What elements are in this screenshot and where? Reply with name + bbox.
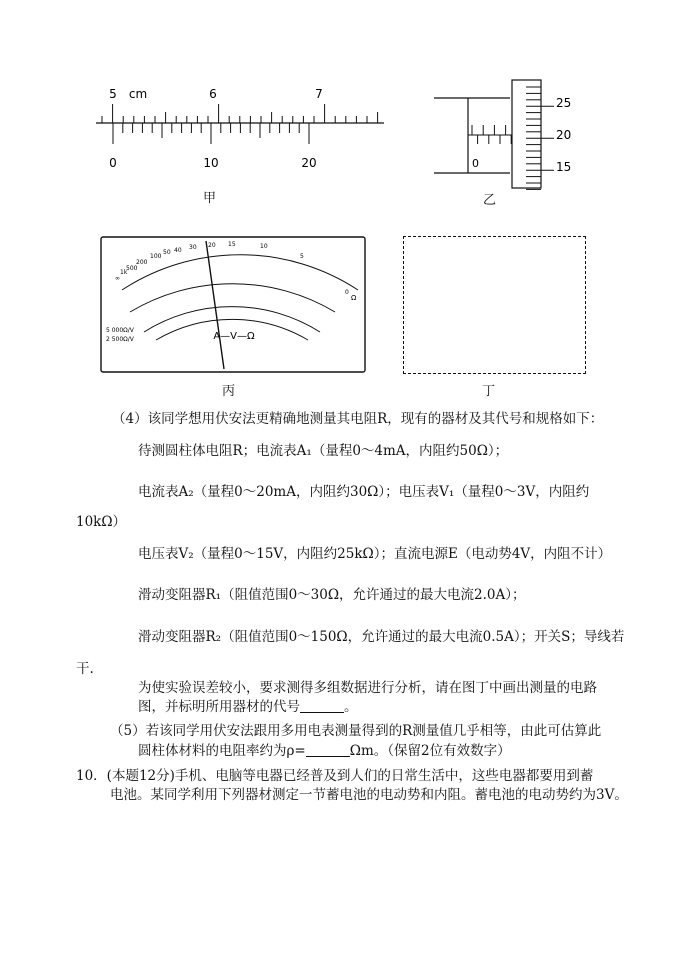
q5-line2-text: 圆柱体材料的电阻率约为ρ= [138, 743, 306, 759]
omega-label-0: 0 [345, 289, 349, 296]
thimble-label-25: 25 [556, 96, 572, 110]
vernier-label-20: 20 [301, 156, 317, 170]
q4-equipment-line5b: 干. [76, 661, 94, 677]
q4-task-line2 [138, 698, 358, 716]
thimble-label-20: 20 [556, 128, 572, 142]
multimeter-dial-figure [100, 236, 366, 374]
omega-unit: Ω [351, 294, 357, 302]
q4-equipment-line5: 滑动变阻器R₂（阻值范围0～150Ω，允许通过的最大电流0.5A）；开关S；导线若 [138, 629, 625, 645]
q10-line2: 电池。某同学利用下列器材测定一节蓄电池的电动势和内阻。蓄电池的电动势约为3V。 [110, 787, 628, 803]
omega-label-10: 10 [260, 243, 268, 250]
answer-blank-q5[interactable] [306, 744, 350, 757]
meter-spec-line2: 2 500Ω/V [106, 336, 134, 343]
vernier-label-0: 0 [109, 156, 117, 170]
q4-equipment-line4: 滑动变阻器R₁（阻值范围0～30Ω，允许通过的最大电流2.0A）； [138, 587, 526, 603]
omega-label-40: 40 [174, 247, 182, 254]
main-label-cm: cm [128, 87, 148, 101]
figure-caption-jia: 甲 [203, 191, 217, 206]
q10-line1: 10．(本题12分)手机、电脑等电器已经普及到人们的日常生活中，这些电器都要用到蓄 [76, 768, 594, 784]
figure-caption-bing: 丙 [222, 384, 236, 399]
vernier-caliper-figure [90, 82, 390, 177]
omega-label-200: 200 [136, 259, 148, 266]
answer-blank-q4[interactable] [300, 700, 344, 713]
micrometer-figure [430, 78, 590, 190]
main-label-5: 5 [109, 87, 117, 101]
circuit-drawing-box [403, 236, 586, 374]
omega-label-inf: ∞ [115, 275, 120, 282]
q4-equipment-line1: 待测圆柱体电阻R；电流表A₁（量程0～4mA，内阻约50Ω）； [138, 443, 509, 459]
q5-line1: （5）若该同学用伏安法跟用多用电表测量得到的R测量值几乎相等，由此可估算此 [110, 723, 602, 739]
sleeve-label-0: 0 [472, 157, 479, 170]
q4-task-line2-end: 。 [344, 699, 358, 715]
omega-label-30: 30 [189, 244, 197, 251]
omega-label-500: 500 [126, 265, 138, 272]
q5-line2 [138, 742, 511, 760]
thimble-label-15: 15 [556, 160, 572, 174]
figure-caption-yi: 乙 [483, 193, 497, 208]
q4-equipment-line3: 电压表V₂（量程0～15V，内阻约25kΩ）；直流电源E（电动势4V，内阻不计） [138, 546, 612, 562]
meter-spec-line1: 5 000Ω/V [106, 327, 134, 334]
omega-label-5: 5 [300, 253, 304, 260]
q5-line2-end: Ωm。（保留2位有效数字） [349, 743, 511, 759]
q4-intro: （4）该同学想用伏安法更精确地测量其电阻R，现有的器材及其代号和规格如下： [112, 411, 604, 427]
figure-caption-ding: 丁 [482, 384, 496, 399]
meter-function-label: A—V—Ω [213, 331, 255, 342]
omega-label-15: 15 [228, 241, 236, 248]
q4-task-line2-text: 图，并标明所用器材的代号 [138, 699, 300, 715]
vernier-label-10: 10 [203, 156, 219, 170]
main-label-6: 6 [209, 87, 217, 101]
q4-equipment-line2b: 10kΩ） [76, 514, 127, 530]
omega-label-50: 50 [163, 249, 171, 256]
main-label-7: 7 [315, 87, 323, 101]
q4-task-line1: 为使实验误差较小，要求测得多组数据进行分析，请在图丁中画出测量的电路 [138, 680, 597, 696]
omega-label-20: 20 [208, 242, 216, 249]
omega-label-1k: 1k [120, 269, 128, 276]
q4-equipment-line2: 电流表A₂（量程0～20mA，内阻约30Ω）；电压表V₁（量程0～3V，内阻约 [138, 484, 590, 500]
omega-label-100: 100 [150, 253, 162, 260]
